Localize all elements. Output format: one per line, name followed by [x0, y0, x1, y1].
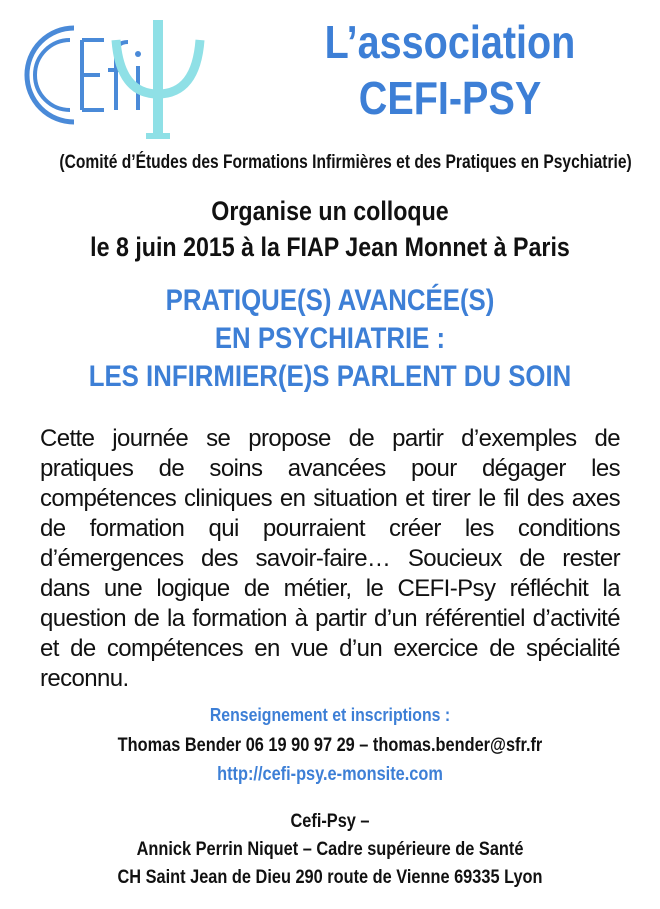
title-line-1: L’association [324, 16, 576, 68]
event-line-2: le 8 juin 2015 à la FIAP Jean Monnet à Paris [90, 232, 570, 262]
headline-line-2: EN PSYCHIATRIE : [214, 322, 446, 355]
headline-line-3: LES INFIRMIER(E)S PARLENT DU SOIN [88, 360, 572, 393]
footer-line-1: Cefi-Psy – [290, 811, 370, 832]
cefi-psy-logo [12, 10, 212, 140]
event-announcement [46, 193, 614, 265]
footer-address [46, 808, 614, 892]
cefi-psy-logo-icon [12, 10, 212, 140]
event-line-1: Organise un colloque [211, 196, 449, 226]
contact-line[interactable]: Thomas Bender 06 19 90 97 29 – thomas.bender@sfr.fr [117, 735, 543, 756]
info-heading: Renseignement et inscriptions : [209, 705, 451, 725]
colloque-headline [46, 282, 614, 396]
website-link[interactable]: http://cefi-psy.e-monsite.com [217, 764, 443, 785]
footer-line-2: Annick Perrin Niquet – Cadre supérieure de Santé [136, 839, 524, 860]
title-line-2: CEFI-PSY [358, 72, 542, 124]
footer-line-3: CH Saint Jean de Dieu 290 route de Vienne 69335 Lyon [117, 867, 543, 888]
description-paragraph: Cette journée se propose de partir d’exemples de pratiques de soins avancées pour dégager les compétences cliniques en situation et tirer le fil des axes de formation qui pourraient créer les conditions d’émergences des savoir-faire… Soucieux de rester dans une logique de métier, le CEFI-Psy réfléchit la question de la formation à partir d’un référentiel d’activité et de compétences en vue d’un exercice de spécialité reconnu. [40, 425, 620, 692]
headline-line-1: PRATIQUE(S) AVANCÉE(S) [165, 284, 495, 317]
association-title [278, 14, 622, 126]
association-subtitle: (Comité d’Études des Formations Infirmières et des Pratiques en Psychiatrie) [59, 152, 632, 173]
